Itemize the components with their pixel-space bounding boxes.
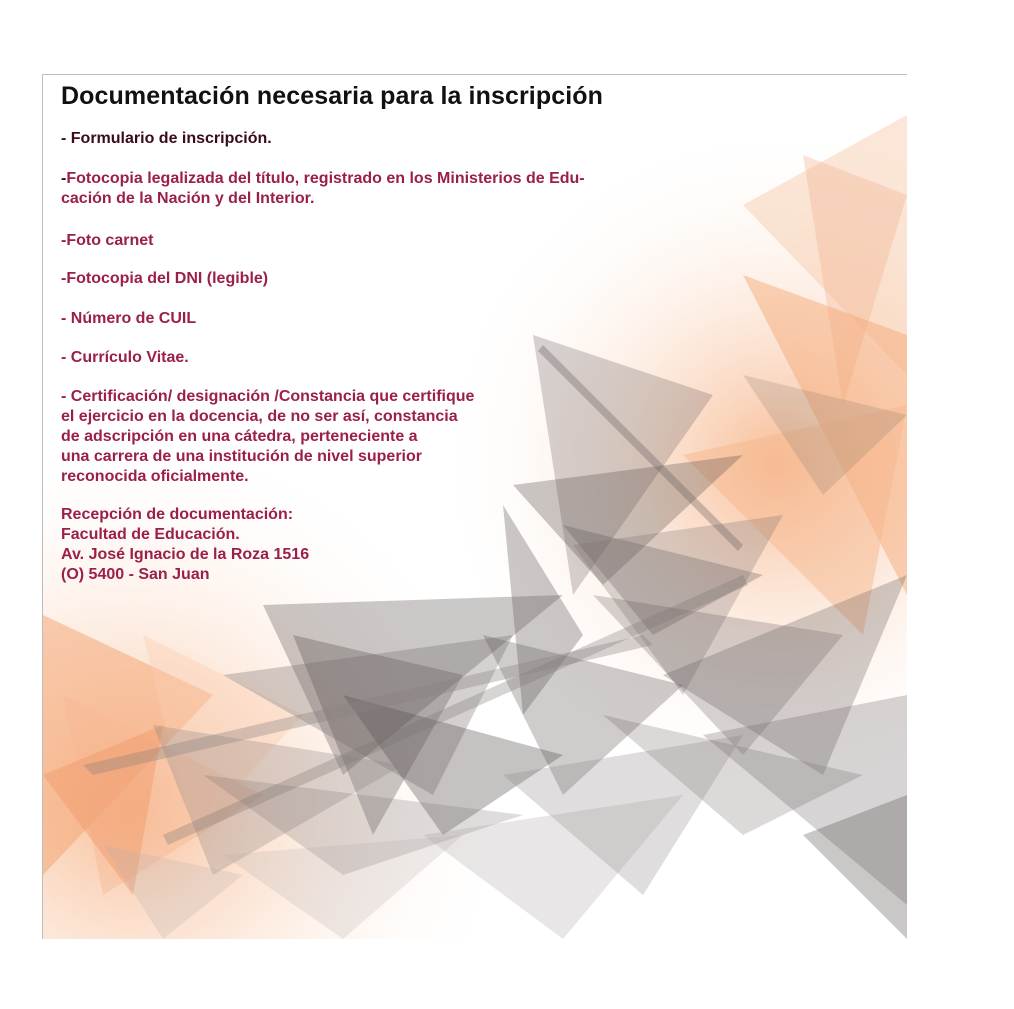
requirement-item [61, 309, 196, 329]
page-title: Documentación necesaria para la inscripción [61, 82, 603, 110]
requirement-text: Formulario de inscripción. [70, 130, 272, 147]
requirement-prefix: - [61, 388, 71, 405]
reception-line: Av. José Ignacio de la Roza 1516 [61, 546, 310, 563]
reception-block [61, 505, 561, 585]
requirement-item [61, 269, 268, 289]
requirement-text: Fotocopia legalizada del título, registrado en los Ministerios de Edu- cación de la Nación y del Interior. [61, 170, 585, 207]
requirement-text: Certificación/ designación /Constancia que certifique el ejercicio en la docencia, de no ser así, constancia de adscripción en una cátedra, perteneciente a una carrera de una institución de nivel superior reconocida oficialmente. [61, 388, 475, 485]
reception-line: (O) 5400 - San Juan [61, 566, 210, 583]
requirement-prefix: - [61, 232, 67, 249]
requirement-prefix: - [61, 270, 67, 287]
document-content [61, 79, 701, 583]
requirement-prefix: - [61, 130, 71, 147]
document-panel [42, 74, 907, 939]
requirement-item [61, 169, 701, 209]
requirement-item [61, 348, 189, 368]
requirement-text: Fotocopia del DNI (legible) [66, 270, 269, 287]
requirement-item [61, 387, 561, 487]
requirement-text: Número de CUIL [70, 310, 197, 327]
requirement-text: Foto carnet [66, 232, 154, 249]
reception-heading: Recepción de documentación: [61, 506, 294, 523]
requirement-prefix: - [61, 310, 71, 327]
requirement-item [61, 231, 153, 251]
requirement-text: Currículo Vitae. [70, 349, 189, 366]
requirement-item [61, 129, 272, 149]
requirement-prefix: - [61, 170, 67, 187]
reception-line: Facultad de Educación. [61, 526, 240, 543]
requirement-prefix: - [61, 349, 71, 366]
